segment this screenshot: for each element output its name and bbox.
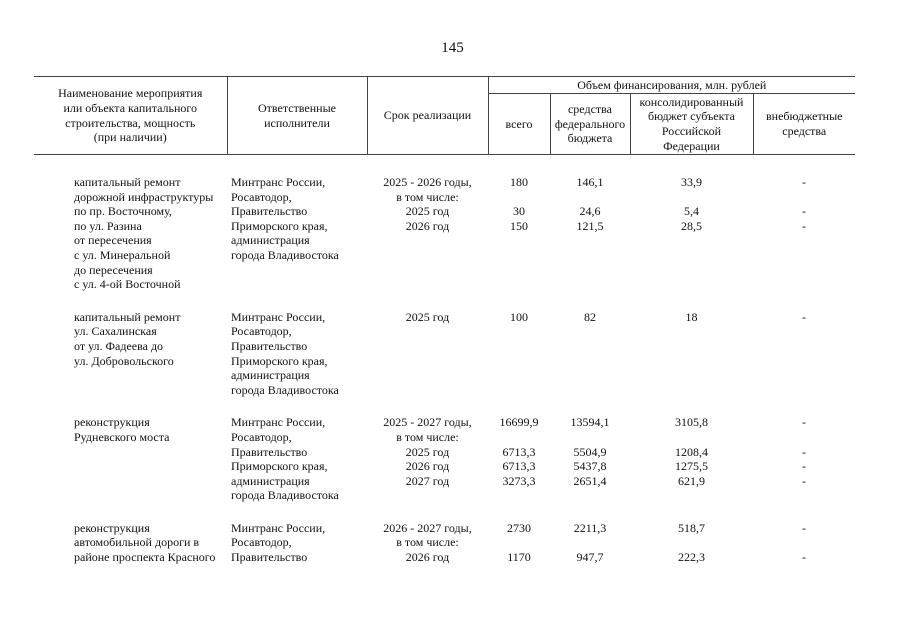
cell-period-line: в том числе: bbox=[396, 535, 459, 550]
cell-responsible-line: Минтранс России, bbox=[231, 175, 326, 189]
cell-federal-line: 2651,4 bbox=[573, 473, 607, 488]
cell-responsible-line: Приморского края, bbox=[231, 459, 328, 474]
cell-federal-line: 24,6 bbox=[579, 204, 601, 219]
cell-responsible-line: Росавтодор, bbox=[231, 535, 292, 550]
cell-period-line: 2025 год bbox=[405, 309, 450, 324]
header-financing-group: Объем финансирования, млн. рублей bbox=[488, 77, 855, 94]
cell-regional-line: 621,9 bbox=[678, 473, 705, 488]
cell-extra-line: - bbox=[802, 175, 806, 189]
cell-name-line: реконструкция bbox=[74, 415, 150, 430]
financing-table bbox=[34, 76, 855, 565]
cell-federal bbox=[550, 415, 630, 503]
row-spacer bbox=[34, 292, 855, 310]
cell-responsible-line: Правительство bbox=[231, 550, 308, 565]
cell-extra-line: - bbox=[802, 444, 806, 459]
cell-extra bbox=[753, 415, 855, 503]
cell-extra bbox=[753, 175, 855, 292]
cell-extra bbox=[753, 310, 855, 398]
header-extra: внебюджетные средства bbox=[753, 94, 855, 155]
cell-responsible bbox=[227, 310, 367, 398]
cell-period bbox=[367, 415, 488, 503]
cell-federal bbox=[550, 521, 630, 565]
cell-regional bbox=[630, 175, 753, 292]
cell-period-line: в том числе: bbox=[396, 189, 459, 204]
cell-responsible-line: администрация bbox=[231, 368, 310, 383]
cell-total-line: 30 bbox=[513, 204, 525, 219]
cell-federal-line bbox=[550, 430, 630, 445]
cell-regional-line bbox=[630, 535, 753, 550]
cell-responsible-line: Правительство bbox=[231, 204, 308, 219]
cell-responsible-line: Приморского края, bbox=[231, 218, 328, 233]
cell-total-line: 6713,3 bbox=[502, 459, 536, 474]
cell-federal-line: 82 bbox=[584, 309, 596, 324]
cell-total-line bbox=[488, 430, 550, 445]
cell-regional bbox=[630, 521, 753, 565]
cell-period-line: 2026 год bbox=[405, 459, 450, 474]
cell-name bbox=[34, 310, 227, 398]
cell-responsible-line: Минтранс России, bbox=[231, 309, 326, 324]
cell-period-line: 2027 год bbox=[405, 473, 450, 488]
cell-regional-line: 222,3 bbox=[678, 550, 705, 565]
cell-responsible-line: города Владивостока bbox=[231, 382, 339, 397]
cell-name-line: капитальный ремонт bbox=[74, 309, 181, 324]
table-row bbox=[34, 521, 855, 565]
cell-federal-line: 121,5 bbox=[576, 218, 604, 233]
cell-federal-line: 5504,9 bbox=[573, 444, 607, 459]
cell-federal-line: 5437,8 bbox=[573, 459, 607, 474]
cell-regional-line: 3105,8 bbox=[675, 415, 708, 430]
cell-responsible bbox=[227, 175, 367, 292]
cell-extra-line bbox=[753, 190, 855, 205]
cell-extra-line: - bbox=[802, 550, 806, 565]
cell-responsible-line: Минтранс России, bbox=[231, 520, 326, 535]
cell-period bbox=[367, 175, 488, 292]
cell-federal bbox=[550, 175, 630, 292]
cell-name-line: районе проспекта Красного bbox=[74, 550, 216, 565]
row-spacer bbox=[34, 503, 855, 521]
cell-total-line bbox=[488, 535, 550, 550]
table-row bbox=[34, 415, 855, 503]
cell-responsible-line: Правительство bbox=[231, 338, 308, 353]
cell-federal-line: 947,7 bbox=[576, 550, 604, 565]
cell-responsible-line: Росавтодор, bbox=[231, 324, 292, 339]
cell-period-line: 2025 год bbox=[405, 444, 450, 459]
cell-name-line: с ул. Минеральной bbox=[74, 247, 171, 262]
cell-name-line: Рудневского моста bbox=[74, 429, 170, 444]
cell-name-line: от пересечения bbox=[74, 233, 152, 248]
cell-federal bbox=[550, 310, 630, 398]
cell-regional-line: 1208,4 bbox=[675, 444, 708, 459]
row-spacer bbox=[34, 397, 855, 415]
cell-name-line: с ул. 4-ой Восточной bbox=[74, 277, 181, 292]
cell-total-line: 100 bbox=[510, 309, 528, 324]
cell-total-line: 2730 bbox=[507, 520, 531, 535]
table-body bbox=[34, 155, 855, 565]
cell-federal-line bbox=[550, 535, 630, 550]
cell-total bbox=[488, 415, 550, 503]
cell-total-line bbox=[488, 190, 550, 205]
table-header bbox=[34, 77, 855, 155]
header-period: Срок реализации bbox=[367, 77, 488, 155]
cell-total bbox=[488, 175, 550, 292]
cell-federal-line: 2211,3 bbox=[573, 520, 607, 535]
cell-name-line: ул. Добровольского bbox=[74, 353, 174, 368]
cell-name-line: автомобильной дороги в bbox=[74, 535, 200, 550]
cell-name-line: по пр. Восточному, bbox=[74, 204, 172, 219]
cell-name-line: по ул. Разина bbox=[74, 218, 142, 233]
cell-federal-line bbox=[550, 190, 630, 205]
cell-extra-line bbox=[753, 430, 855, 445]
cell-period-line: 2026 год bbox=[405, 550, 450, 565]
cell-extra-line: - bbox=[802, 309, 806, 324]
table-row bbox=[34, 310, 855, 398]
cell-total-line: 6713,3 bbox=[502, 444, 536, 459]
cell-regional-line: 33,9 bbox=[681, 175, 702, 189]
cell-period-line: 2025 - 2026 годы, bbox=[383, 175, 472, 189]
cell-total-line: 1170 bbox=[507, 550, 531, 565]
header-federal: средства федерального бюджета bbox=[550, 94, 630, 155]
cell-name bbox=[34, 521, 227, 565]
cell-responsible bbox=[227, 415, 367, 503]
cell-name-line: ул. Сахалинская bbox=[74, 324, 157, 339]
cell-period-line: в том числе: bbox=[396, 429, 459, 444]
cell-total-line: 16699,9 bbox=[499, 415, 539, 430]
cell-total bbox=[488, 521, 550, 565]
header-responsible: Ответственные исполнители bbox=[227, 77, 367, 155]
cell-regional-line: 5,4 bbox=[684, 204, 699, 219]
cell-extra-line bbox=[753, 535, 855, 550]
cell-responsible-line: администрация bbox=[231, 233, 310, 248]
cell-regional-line: 18 bbox=[685, 309, 698, 324]
cell-period bbox=[367, 310, 488, 398]
header-regional: консолидированный бюджет субъекта Российской Федерации bbox=[630, 94, 753, 155]
cell-responsible-line: Росавтодор, bbox=[231, 429, 292, 444]
cell-extra-line: - bbox=[802, 204, 806, 219]
cell-name-line: реконструкция bbox=[74, 520, 150, 535]
cell-regional bbox=[630, 310, 753, 398]
cell-regional-line: 28,5 bbox=[681, 218, 702, 233]
cell-name-line: от ул. Фадеева до bbox=[74, 338, 164, 353]
cell-total bbox=[488, 310, 550, 398]
cell-name-line: до пересечения bbox=[74, 262, 153, 277]
cell-period-line: 2025 - 2027 годы, bbox=[383, 415, 472, 430]
cell-regional bbox=[630, 415, 753, 503]
cell-responsible-line: города Владивостока bbox=[231, 488, 339, 503]
cell-period bbox=[367, 521, 488, 565]
cell-extra bbox=[753, 521, 855, 565]
cell-federal-line: 13594,1 bbox=[570, 415, 610, 430]
cell-regional-line bbox=[630, 430, 753, 445]
cell-federal-line: 146,1 bbox=[576, 175, 604, 189]
cell-name bbox=[34, 175, 227, 292]
cell-extra-line: - bbox=[802, 473, 806, 488]
cell-extra-line: - bbox=[802, 218, 806, 233]
cell-responsible-line: администрация bbox=[231, 473, 310, 488]
cell-total-line: 3273,3 bbox=[502, 473, 536, 488]
cell-responsible bbox=[227, 521, 367, 565]
cell-regional-line: 518,7 bbox=[678, 520, 705, 535]
cell-responsible-line: Минтранс России, bbox=[231, 415, 326, 430]
cell-extra-line: - bbox=[802, 415, 806, 430]
cell-responsible-line: Правительство bbox=[231, 444, 308, 459]
cell-regional-line: 1275,5 bbox=[675, 459, 708, 474]
cell-period-line: 2025 год bbox=[405, 204, 450, 219]
cell-responsible-line: Росавтодор, bbox=[231, 189, 292, 204]
cell-period-line: 2026 год bbox=[405, 218, 450, 233]
cell-extra-line: - bbox=[802, 459, 806, 474]
cell-responsible-line: города Владивостока bbox=[231, 247, 339, 262]
cell-total-line: 180 bbox=[510, 175, 528, 189]
cell-name-line: дорожной инфраструктуры bbox=[74, 189, 214, 204]
cell-responsible-line: Приморского края, bbox=[231, 353, 328, 368]
page-number: 145 bbox=[441, 40, 464, 56]
cell-period-line: 2026 - 2027 годы, bbox=[383, 520, 472, 535]
cell-total-line: 150 bbox=[510, 218, 528, 233]
cell-extra-line: - bbox=[802, 520, 806, 535]
row-spacer bbox=[34, 155, 855, 176]
header-total: всего bbox=[488, 94, 550, 155]
table-row bbox=[34, 175, 855, 292]
cell-regional-line bbox=[630, 190, 753, 205]
header-name: Наименование мероприятия или объекта капитального строительства, мощность (при наличии) bbox=[34, 77, 227, 155]
cell-name-line: капитальный ремонт bbox=[74, 175, 181, 189]
cell-name bbox=[34, 415, 227, 503]
